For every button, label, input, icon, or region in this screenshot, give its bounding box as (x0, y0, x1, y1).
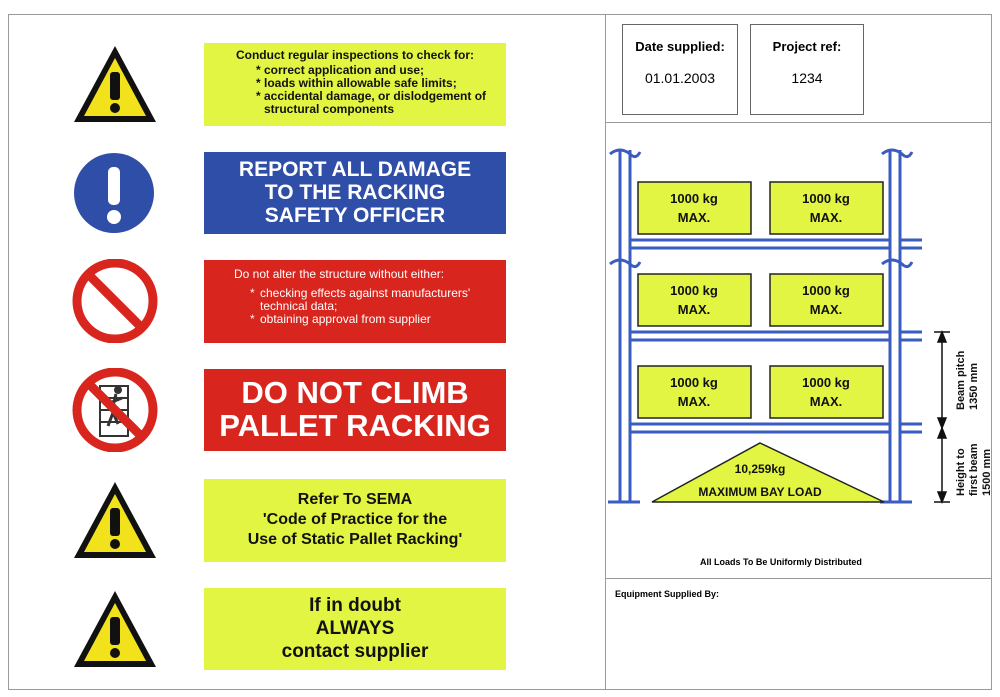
report-line: TO THE RACKING (264, 181, 446, 204)
exclamation-icon (70, 151, 160, 235)
beam-load-text: MAX. (809, 394, 843, 409)
beam-load-text: 1000 kg (802, 375, 850, 390)
beam-load-text: 1000 kg (670, 283, 718, 298)
first-beam-value: 1500 mm (981, 448, 993, 496)
beam-load-text: 1000 kg (802, 191, 850, 206)
bay-load-value: 10,259kg (734, 462, 786, 476)
bay-load-label: MAXIMUM BAY LOAD (698, 485, 822, 499)
doubt-line: ALWAYS (315, 618, 395, 639)
inspection-item: structural components (264, 102, 395, 116)
sema-line: Use of Static Pallet Racking' (247, 531, 463, 548)
date-label: Date supplied: (635, 39, 725, 54)
header-divider (605, 122, 992, 123)
climb-line: PALLET RACKING (219, 408, 491, 443)
alter-item: * checking effects against manufacturers' (250, 287, 498, 300)
no-climbing-icon (70, 368, 160, 452)
doubt-line: contact supplier (281, 641, 429, 662)
inspection-item: * loads within allowable safe limits; (256, 77, 498, 90)
project-label: Project ref: (772, 39, 842, 54)
beam-load-text: MAX. (677, 302, 711, 317)
beam-load-text: MAX. (677, 210, 711, 225)
climb-line: DO NOT CLIMB (241, 375, 469, 410)
date-value: 01.01.2003 (644, 70, 716, 86)
beam-pitch-label: Beam pitch (955, 350, 967, 410)
beam-load-text: MAX. (809, 210, 843, 225)
inspection-item: * accidental damage, or dislodgement of (256, 90, 498, 103)
report-line: SAFETY OFFICER (264, 204, 446, 227)
warning-icon (70, 42, 160, 126)
uniform-load-note: All Loads To Be Uniformly Distributed (700, 557, 862, 567)
report-damage-sign (204, 152, 506, 234)
warning-icon (70, 478, 160, 562)
beam-load-text: 1000 kg (802, 283, 850, 298)
project-value: 1234 (791, 70, 823, 86)
alter-item: * obtaining approval from supplier (250, 313, 498, 326)
first-beam-label: Height to (955, 448, 967, 496)
alter-item: technical data; (260, 299, 338, 313)
prohibited-icon (70, 259, 160, 343)
inspection-sign (204, 43, 506, 126)
beam-pitch-value: 1350 mm (968, 362, 980, 410)
sema-line: 'Code of Practice for the (262, 511, 448, 528)
sema-line: Refer To SEMA (297, 491, 413, 508)
date-supplied-box (622, 24, 738, 115)
first-beam-label: first beam (968, 443, 980, 496)
beam-load-text: MAX. (809, 302, 843, 317)
sema-sign (204, 479, 506, 562)
do-not-alter-sign (204, 260, 506, 343)
inspection-item: * correct application and use; (256, 64, 498, 77)
racking-diagram (600, 140, 995, 515)
inspection-heading: Conduct regular inspections to check for: (235, 48, 475, 62)
beam-load-text: 1000 kg (670, 375, 718, 390)
alter-heading: Do not alter the structure without either: (234, 267, 445, 281)
project-ref-box (750, 24, 864, 115)
do-not-climb-sign (204, 369, 506, 451)
contact-supplier-sign (204, 588, 506, 670)
equipment-supplied-box (605, 578, 992, 690)
warning-icon (70, 587, 160, 671)
beam-load-text: MAX. (677, 394, 711, 409)
doubt-line: If in doubt (309, 595, 401, 616)
equipment-label: Equipment Supplied By: (615, 589, 720, 599)
report-line: REPORT ALL DAMAGE (238, 158, 472, 181)
beam-load-text: 1000 kg (670, 191, 718, 206)
